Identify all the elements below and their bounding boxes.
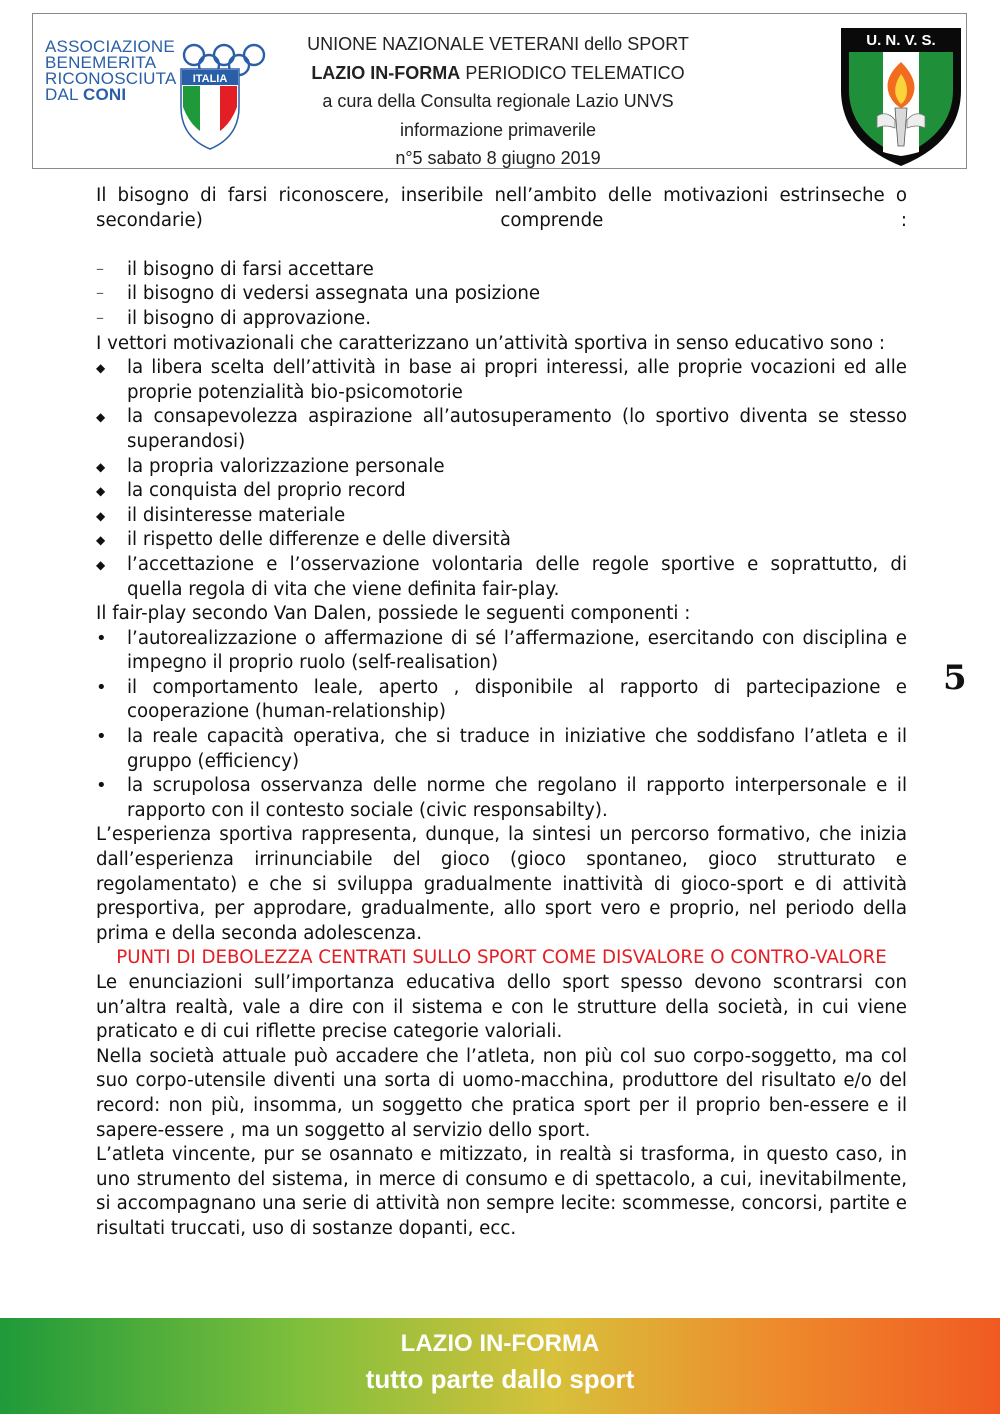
diamond-marker: ◆ <box>96 410 106 425</box>
list-item-text: l’autorealizzazione o affermazione di sé l’affermazione, esercitando con disciplina e impegno il proprio ruolo (self-realisation) <box>127 627 907 674</box>
dash-marker: – <box>96 283 104 303</box>
footer-title: LAZIO IN-FORMA <box>400 1330 600 1357</box>
list-item <box>96 676 907 725</box>
dash-marker: – <box>96 258 104 278</box>
paragraph-intro: Il bisogno di farsi riconoscere, inseribile nell’ambito delle motivazioni estrinseche o secondarie) comprende : <box>96 185 907 231</box>
diamond-marker: ◆ <box>96 459 106 474</box>
list-item-text: il rispetto delle differenze e delle diversità <box>127 529 511 551</box>
section-heading: PUNTI DI DEBOLEZZA CENTRATI SULLO SPORT COME DISVALORE O CONTRO-VALORE <box>116 947 887 969</box>
list-item-text: la libera scelta dell’attività in base ai propri interessi, alle proprie vocazioni ed alle proprie potenzialità bio-psicomotorie <box>127 357 907 403</box>
list-item <box>96 553 907 602</box>
bullet-marker: • <box>96 676 107 698</box>
bullet-marker: • <box>96 627 107 649</box>
paragraph-fair-play: Il fair-play secondo Van Dalen, possiede le seguenti componenti : <box>96 603 691 625</box>
diamond-marker: ◆ <box>96 508 106 523</box>
diamond-marker: ◆ <box>96 361 106 376</box>
diamond-marker: ◆ <box>96 533 106 548</box>
header-periodical: PERIODICO TELEMATICO <box>465 62 685 83</box>
coni-logo <box>45 39 265 149</box>
list-item-text: la scrupolosa osservanza delle norme che regolano il rapporto interpersonale e il rapporto con il contesto sociale (civic responsabilty). <box>127 775 907 821</box>
coni-logo-text <box>45 39 176 103</box>
header-line-4: informazione primaverile <box>399 119 597 140</box>
header-line-2 <box>283 59 713 88</box>
footer-banner <box>0 1318 1000 1414</box>
list-item-text: il bisogno di vedersi assegnata una posizione <box>127 283 541 305</box>
diamond-marker: ◆ <box>96 557 106 572</box>
list-item-text: la propria valorizzazione personale <box>127 455 445 477</box>
list-item <box>96 627 907 676</box>
header-line-3: a cura della Consulta regionale Lazio UNVS <box>322 91 674 111</box>
header-title-block <box>283 30 713 173</box>
list-item <box>96 307 907 332</box>
list-item <box>96 504 907 529</box>
header-line-5: n°5 sabato 8 giugno 2019 <box>395 148 601 168</box>
paragraph-atleta: L’atleta vincente, pur se osannato e mitizzato, in realtà si trasforma, in questo caso, in uno strumento del sistema, in merce di consumo e di spettacolo, a cui, inevitabilmente, si accompagnano una serie di attività non sempre lecite: scommesse, concorsi, partite e risultati truccati, uso di sostanze dopanti, ecc. <box>96 1144 907 1239</box>
list-item <box>96 479 907 504</box>
coni-line-1: ASSOCIAZIONE <box>45 37 175 56</box>
list-item-text: l’accettazione e l’osservazione volontaria delle regole sportive e soprattutto, di quella regola di vita che viene definita fair-play. <box>127 553 907 600</box>
list-item <box>96 528 907 553</box>
diamond-marker: ◆ <box>96 484 106 499</box>
bullet-marker: • <box>96 726 107 748</box>
italia-shield-icon <box>179 67 241 151</box>
list-item <box>96 258 907 283</box>
dash-marker: – <box>96 307 104 327</box>
list-item-text: la consapevolezza aspirazione all’autosuperamento (lo sportivo diventa se stesso superandosi) <box>127 406 907 452</box>
bullet-marker: • <box>96 775 107 797</box>
list-item-text: il bisogno di approvazione. <box>127 307 372 329</box>
header-bold-title: LAZIO IN-FORMA <box>311 62 461 83</box>
list-item <box>96 282 907 307</box>
italia-shield-label: ITALIA <box>192 73 228 85</box>
header-line-1: UNIONE NAZIONALE VETERANI dello SPORT <box>307 34 689 54</box>
coni-name: CONI <box>82 85 127 104</box>
list-item <box>96 725 907 774</box>
list-item-text: il bisogno di farsi accettare <box>127 258 374 280</box>
footer-subtitle: tutto parte dallo sport <box>365 1364 635 1394</box>
paragraph-esperienza: L’esperienza sportiva rappresenta, dunque, la sintesi un percorso formativo, che inizia dall’esperienza irrinunciabile del gioco (gioco spontaneo, gioco strutturato e regolamentato) e che si sviluppa gradualmente inattività di gioco-sport e di attività presportiva, per approdare, gradualmente, allo sport vero e proprio, nel periodo della prima e della seconda adolescenza. <box>96 824 907 944</box>
article-body <box>96 184 907 1242</box>
list-item-text: la reale capacità operativa, che si traduce in iniziative che soddisfano l’atleta e il gruppo (efficiency) <box>127 726 907 772</box>
page-number: 5 <box>943 658 967 698</box>
list-item-text: il disinteresse materiale <box>127 504 346 526</box>
unvs-shield-label: U. N. V. S. <box>866 32 936 49</box>
paragraph-vettori: I vettori motivazionali che caratterizzano un’attività sportiva in senso educativo sono : <box>96 332 885 354</box>
coni-line-4 <box>45 87 176 103</box>
list-item <box>96 405 907 454</box>
list-item-text: la conquista del proprio record <box>127 480 406 502</box>
coni-dal: DAL <box>45 85 83 104</box>
list-item-text: il comportamento leale, aperto , disponibile al rapporto di partecipazione e cooperazione (human-relationship) <box>127 676 907 723</box>
paragraph-societa: Nella società attuale può accadere che l’atleta, non più col suo corpo-soggetto, ma col suo corpo-utensile diventi una sorta di uomo-macchina, produttore del risultato e/o del record: non più, insomma, un soggetto che pratica sport per il proprio ben-essere e il sapere-essere , ma un soggetto al servizio dello sport. <box>96 1045 907 1141</box>
list-item <box>96 455 907 480</box>
list-item <box>96 774 907 823</box>
paragraph-enunciazioni: Le enunciazioni sull’importanza educativa dello sport spesso devono scontrarsi con un’altra realtà, vale a dire con il sistema e con le strutture della società, in cui viene praticato e di cui riflette precise categorie valoriali. <box>96 972 907 1043</box>
coni-line-3: RICONOSCIUTA <box>45 69 177 88</box>
header-box <box>32 13 967 169</box>
unvs-shield-logo <box>837 24 965 170</box>
coni-line-2: BENEMERITA <box>45 53 157 72</box>
list-item <box>96 356 907 405</box>
